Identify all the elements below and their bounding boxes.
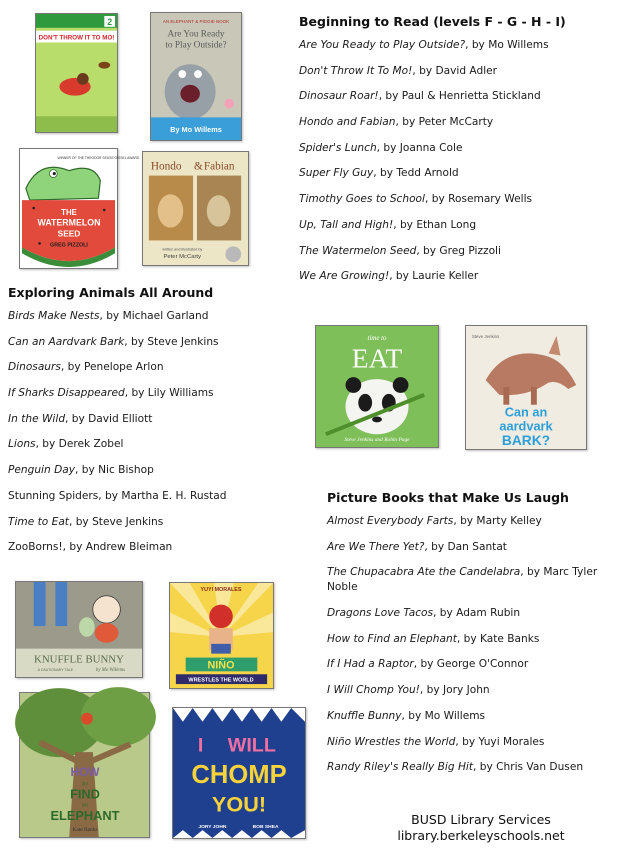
footer-website: library.berkeleyschools.net bbox=[397, 828, 565, 843]
list-item: Knuffle Bunny, by Mo Willems bbox=[327, 709, 486, 722]
cover-title-line1: I bbox=[197, 734, 204, 757]
list-item: In the Wild, by David Elliott bbox=[8, 412, 153, 425]
cover-title-line2: WATERMELON bbox=[37, 217, 101, 228]
cover-title-line3: BARK? bbox=[501, 433, 551, 449]
cover-subtitle: A CAUTIONARY TALE bbox=[37, 668, 74, 673]
cover-title-line4: YOU! bbox=[211, 791, 267, 817]
list-item: ZooBorns!, by Andrew Bleiman bbox=[8, 541, 173, 554]
footer bbox=[396, 812, 566, 844]
cover-can-an-aardvark-bark bbox=[465, 325, 587, 450]
book-list bbox=[299, 38, 629, 284]
list-item: We Are Growing!, by Laurie Keller bbox=[299, 270, 479, 283]
section-beginning-to-read bbox=[299, 14, 629, 295]
cover-the-watermelon-seed bbox=[19, 148, 140, 269]
cover-subtitle: WRESTLES THE WORLD bbox=[188, 677, 254, 684]
level-badge: 2 bbox=[107, 16, 113, 27]
cover-author: Kate Banks bbox=[72, 827, 98, 834]
award-badge: WINNER OF THE THEODOR SEUSS GEISEL AWARD bbox=[57, 155, 140, 160]
cover-i-will-chomp-you bbox=[172, 707, 306, 839]
cover-title-line1: Hondo bbox=[150, 160, 182, 173]
cover-title-line2: to Play Outside? bbox=[165, 40, 227, 51]
cover-title-amp: & bbox=[194, 160, 203, 173]
cover-title-line4: an bbox=[82, 802, 88, 809]
cover-title-line1: THE bbox=[61, 207, 77, 217]
cover-title: NIÑO bbox=[207, 659, 235, 672]
list-item: Dinosaurs, by Penelope Arlon bbox=[8, 361, 164, 374]
cover-author: Peter McCarty bbox=[163, 254, 202, 261]
list-item: Spider's Lunch, by Joanna Cole bbox=[299, 141, 463, 154]
cover-author: By Mo Willems bbox=[170, 125, 222, 135]
cover-authors: Steve Jenkins bbox=[471, 333, 500, 339]
cover-title-line2: aardvark bbox=[499, 418, 553, 434]
cover-dont-throw-it-to-mo bbox=[35, 13, 118, 133]
footer-org: BUSD Library Services bbox=[411, 812, 551, 827]
list-item: Dinosaur Roar!, by Paul & Henrietta Stickland bbox=[299, 90, 541, 103]
list-item: Can an Aardvark Bark, by Steve Jenkins bbox=[8, 335, 219, 348]
list-item: Hondo and Fabian, by Peter McCarty bbox=[299, 116, 494, 129]
list-item: The Watermelon Seed, by Greg Pizzoli bbox=[299, 244, 501, 257]
list-item: Are We There Yet?, by Dan Santat bbox=[327, 540, 507, 553]
cover-title-top: time to bbox=[367, 334, 387, 342]
cover-hondo-and-fabian bbox=[142, 151, 249, 266]
list-item: Randy Riley's Really Big Hit, by Chris Van Dusen bbox=[327, 761, 584, 774]
list-item: How to Find an Elephant, by Kate Banks bbox=[327, 632, 540, 645]
cover-title-line2: Fabian bbox=[203, 160, 235, 173]
list-item: Are You Ready to Play Outside?, by Mo Willems bbox=[299, 39, 549, 51]
cover-authors: Steve Jenkins and Robin Page bbox=[344, 437, 410, 444]
cover-are-you-ready-to-play-outside bbox=[150, 12, 242, 141]
list-item: If I Had a Raptor, by George O'Connor bbox=[327, 658, 529, 671]
cover-title-line3: CHOMP bbox=[191, 760, 287, 789]
list-item: Stunning Spiders, by Martha E. H. Rustad bbox=[8, 489, 227, 502]
list-item: I Will Chomp You!, by Jory John bbox=[327, 684, 490, 697]
section-heading: Picture Books that Make Us Laugh bbox=[327, 490, 569, 505]
list-item: Dragons Love Tacos, by Adam Rubin bbox=[327, 607, 521, 620]
series-label: AN ELEPHANT & PIGGIE BOOK bbox=[162, 18, 230, 24]
cover-knuffle-bunny bbox=[15, 581, 143, 678]
book-list bbox=[327, 514, 627, 775]
cover-title-line2: to bbox=[82, 780, 88, 788]
list-item: Lions, by Derek Zobel bbox=[8, 438, 124, 451]
cover-title: EAT bbox=[351, 342, 403, 374]
cover-title-line3: SEED bbox=[57, 228, 81, 239]
list-item: Birds Make Nests, by Michael Garland bbox=[8, 310, 209, 322]
list-item: Don't Throw It To Mo!, by David Adler bbox=[299, 64, 498, 77]
cover-author-1: JORY JOHN bbox=[198, 825, 227, 831]
section-exploring-animals bbox=[8, 285, 298, 566]
section-make-us-laugh bbox=[327, 490, 627, 786]
cover-title-line1: HOW bbox=[70, 764, 100, 779]
list-item: Penguin Day, by Nic Bishop bbox=[8, 464, 154, 477]
section-heading: Beginning to Read (levels F - G - H - I) bbox=[299, 14, 566, 29]
cover-title-line1: Are You Ready bbox=[167, 29, 225, 40]
list-item: Super Fly Guy, by Tedd Arnold bbox=[299, 167, 459, 180]
list-item: Almost Everybody Farts, by Marty Kelley bbox=[327, 515, 542, 527]
cover-title-line2: WILL bbox=[227, 734, 276, 757]
list-item: Time to Eat, by Steve Jenkins bbox=[8, 515, 164, 528]
cover-nino-wrestles-the-world bbox=[169, 582, 274, 689]
cover-credit: written and illustrated by bbox=[162, 247, 203, 252]
cover-title-line5: ELEPHANT bbox=[50, 808, 120, 824]
list-item: Niño Wrestles the World, by Yuyi Morales bbox=[327, 735, 545, 748]
cover-title: DON'T THROW IT TO MO! bbox=[38, 34, 115, 42]
list-item: Up, Tall and High!, by Ethan Long bbox=[299, 218, 477, 231]
cover-author: GREG PIZZOLI bbox=[50, 242, 88, 249]
cover-author: YUYI MORALES bbox=[200, 586, 242, 593]
list-item: Timothy Goes to School, by Rosemary Wells bbox=[299, 193, 533, 206]
cover-author-2: BOB SHEA bbox=[252, 825, 279, 831]
cover-time-to-eat bbox=[315, 325, 439, 448]
list-item: If Sharks Disappeared, by Lily Williams bbox=[8, 387, 214, 400]
cover-author: by Mo Willems bbox=[95, 668, 126, 674]
cover-how-to-find-an-elephant bbox=[19, 692, 150, 838]
list-item: The Chupacabra Ate the Candelabra, by Marc Tyler Noble bbox=[327, 566, 598, 594]
book-list bbox=[8, 309, 298, 555]
cover-title: KNUFFLE BUNNY bbox=[34, 653, 124, 666]
cover-title-line1: Can an bbox=[504, 404, 548, 420]
section-heading: Exploring Animals All Around bbox=[8, 285, 214, 300]
cover-title-line3: FIND bbox=[70, 786, 100, 802]
